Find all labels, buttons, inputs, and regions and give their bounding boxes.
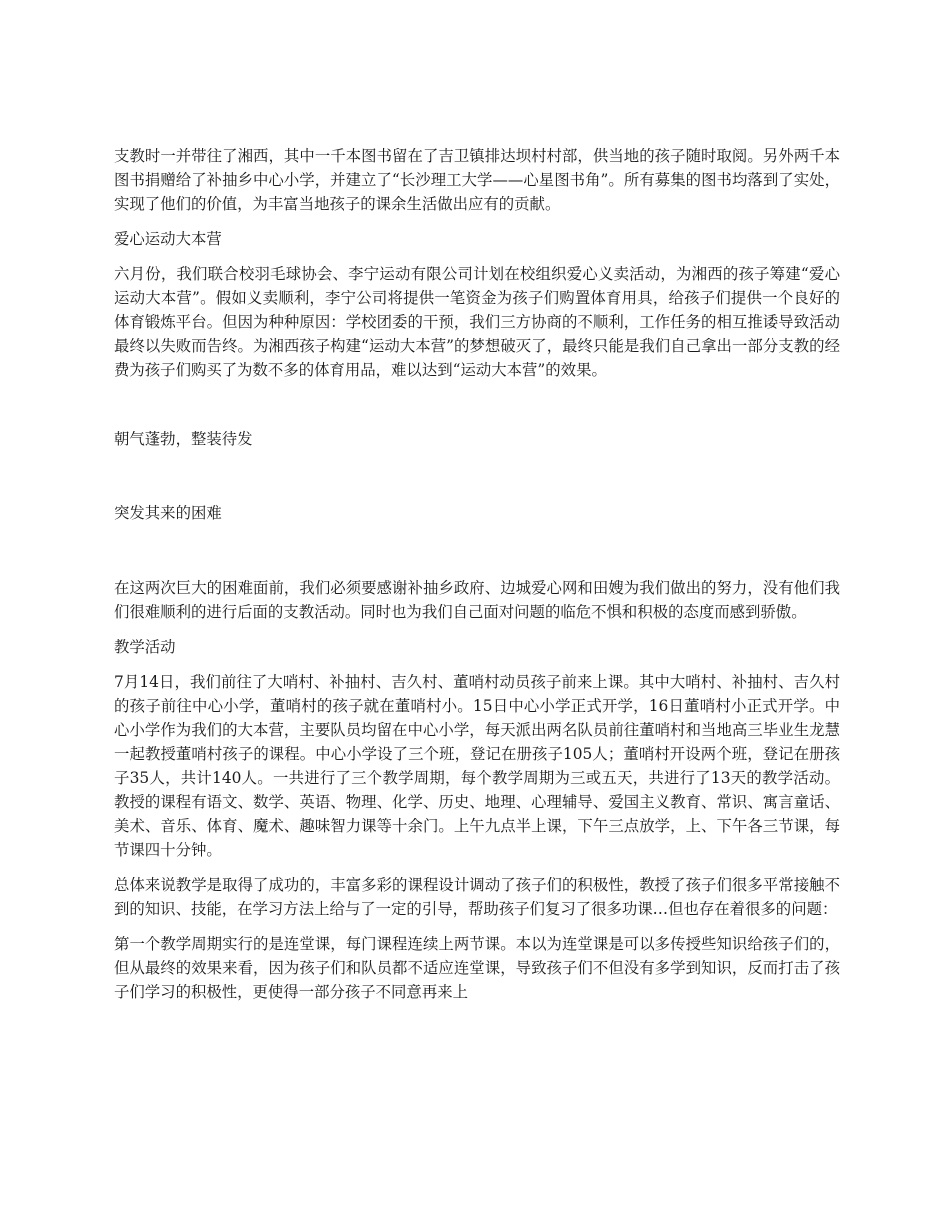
paragraph-gratitude: 在这两次巨大的困难面前，我们必须要感谢补抽乡政府、边城爱心网和田嫂为我们做出的努力，没有他们我们很难顺利的进行后面的支教活动。同时也为我们自己面对问题的临危不惧和积极的态度而感到骄傲。 bbox=[114, 579, 840, 621]
section-heading-ready: 朝气蓬勃，整装待发 bbox=[114, 430, 253, 448]
blank-space bbox=[114, 462, 840, 501]
paragraph-teaching-details: 7月14日，我们前往了大哨村、补抽村、吉久村、董哨村动员孩子前来上课。其中大哨村、补抽村、吉久村的孩子前往中心小学，董哨村的孩子就在董哨村小。15日中心小学正式开学，16日董哨村小正式开学。中心小学作为我们的大本营，主要队员均留在中心小学，每天派出两名队员前往董哨村和当地高三毕业生龙慧一起教授董哨村孩子的课程。中心小学设了三个班，登记在册孩子105人；董哨村开设两个班，登记在册孩子35人，共计140人。一共进行了三个教学周期，每个教学周期为三或五天，共进行了13天的教学活动。教授的课程有语文、数学、英语、物理、化学、历史、地理、心理辅导、爱国主义教育、常识、寓言童话、美术、音乐、体育、魔术、趣味智力课等十余门。上午九点半上课，下午三点放学，上、下午各三节课，每节课四十分钟。 bbox=[114, 673, 840, 859]
section-heading-difficulty: 突发其来的困难 bbox=[114, 504, 222, 522]
paragraph-teaching-summary: 总体来说教学是取得了成功的，丰富多彩的课程设计调动了孩子们的积极性，教授了孩子们很多平常接触不到的知识、技能，在学习方法上给与了一定的引导，帮助孩子们复习了很多功课…但也存在着很多的问题： bbox=[114, 876, 840, 918]
blank-space bbox=[114, 536, 840, 576]
paragraph-sports-camp: 六月份，我们联合校羽毛球协会、李宁运动有限公司计划在校组织爱心义卖活动，为湘西的孩子筹建“爱心运动大本营”。假如义卖顺利，李宁公司将提供一笔资金为孩子们购置体育用具，给孩子们提供一个良好的体育锻炼平台。但因为种种原因：学校团委的干预，我们三方协商的不顺利，工作任务的相互推诿导致活动最终以失败而告终。为湘西孩子构建“运动大本营”的梦想破灭了，最终只能是我们自己拿出一部分支教的经费为孩子们购买了为数不多的体育用品，难以达到“运动大本营”的效果。 bbox=[114, 265, 840, 379]
section-heading-teaching: 教学活动 bbox=[114, 638, 176, 656]
section-heading-sports-camp: 爱心运动大本营 bbox=[114, 230, 222, 248]
paragraph-first-cycle: 第一个教学周期实行的是连堂课，每门课程连续上两节课。本以为连堂课是可以多传授些知识给孩子们的，但从最终的效果来看，因为孩子们和队员都不适应连堂课，导致孩子们不但没有多学到知识，反而打击了孩子们学习的积极性，更使得一部分孩子不同意再来上 bbox=[114, 935, 840, 1001]
document-body bbox=[114, 144, 840, 1015]
paragraph-book-donation: 支教时一并带往了湘西，其中一千本图书留在了吉卫镇排达坝村村部，供当地的孩子随时取阅。另外两千本图书捐赠给了补抽乡中心小学，并建立了“长沙理工大学——心星图书角”。所有募集的图书均落到了实处，实现了他们的价值，为丰富当地孩子的课余生活做出应有的贡献。 bbox=[114, 147, 840, 213]
blank-space bbox=[114, 393, 840, 427]
